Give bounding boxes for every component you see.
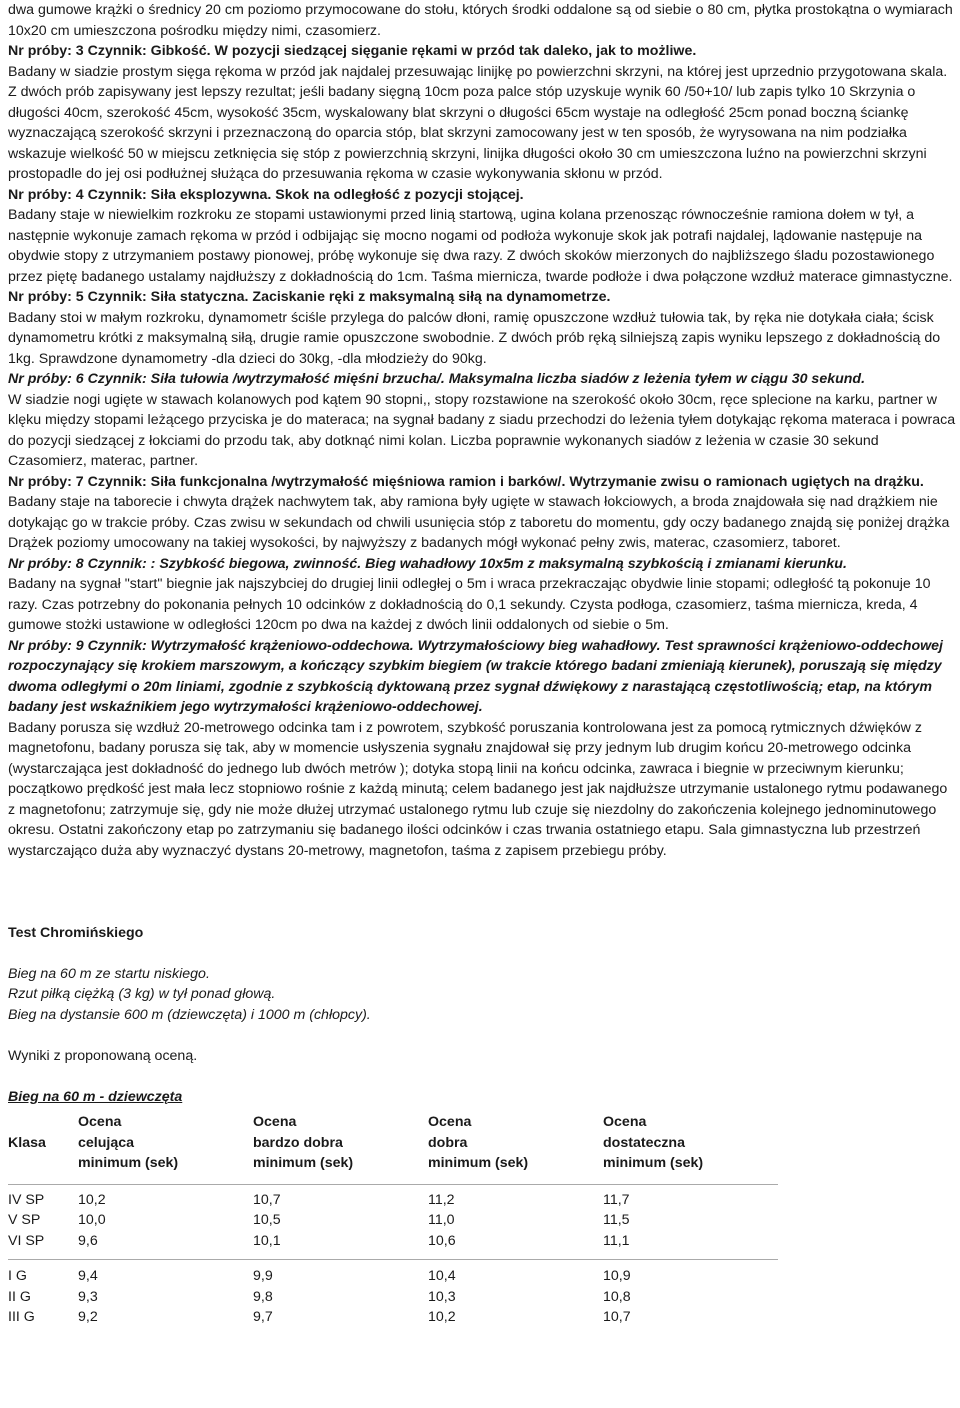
cell-value: II G [8,1288,31,1305]
cell-value: 10,0 [78,1212,106,1228]
cell-value: 10,4 [428,1268,456,1284]
test-7-heading: Nr próby: 7 Czynnik: Siła funkcjonalna /wytrzymałość mięśniowa ramion i barków/. Wytrzymanie zwisu o ramionach ugiętych na drążku. [8,473,924,490]
table-header-row [8,1112,778,1184]
header-line: Ocena [603,1114,647,1130]
spacer [8,943,956,964]
spacer [8,882,956,903]
cell-value: V SP [8,1212,41,1228]
table-title: Bieg na 60 m - dziewczęta [8,1088,183,1105]
test-5-heading: Nr próby: 5 Czynnik: Siła statyczna. Zaciskanie ręki z maksymalną siłą na dynamometrze. [8,289,611,305]
cell-value: 9,9 [253,1268,273,1284]
cell-value: I G [8,1268,27,1284]
header-dobra [428,1112,603,1184]
test-4-heading: Nr próby: 4 Czynnik: Siła eksplozywna. Skok na odległość z pozycji stojącej. [8,186,524,203]
test-3-body: Badany w siadzie prostym sięga rękoma w przód jak najdalej przesuwając linijkę po powierzchni skrzyni, na której jest uprzednio przygotowana skala. Z dwóch prób zapisywany jest lepszy rezultat; jeśli badany sięgną 10cm poza palce stóp uzyskuje wynik 60 /50+10/ lub zapis tylko 10 Skrzynia o długości 40cm, szerokość 45cm, wysokość 35cm, wyskalowany blat skrzyni o długości 65cm wystaje na odległość 25cm ponad boczną ściankę wyznaczającą szerokość skrzyni i przeznaczoną do oparcia stóp, blat skrzyni zamocowany jest w ten sposób, że wyrysowana na nim podziałka wskazuje wielkość 50 w miejscu zetknięcia się stóp z powierzchnią skrzyni, linijka długości około 30 cm umieszczona luźno na powierzchni skrzyni prostopadle do jej osi podłużnej służąca do przesuwania rękoma w czasie wykonywania skłonu w przód. [8,63,948,182]
cell-bardzo-dobra [253,1185,428,1260]
cell-value: 9,7 [253,1309,273,1325]
paragraph-equipment: dwa gumowe krążki o średnicy 20 cm poziomo przymocowane do stołu, których środki oddalone są od siebie o 80 cm, płytka prostokątna o wymiarach 10x20 cm umieszczona pośrodku między nimi, czasomierz. [8,2,953,39]
cell-celujaca [78,1260,253,1336]
cell-value: 9,6 [78,1232,98,1249]
table-row-group-sp [8,1185,778,1260]
header-klasa-label: Klasa [8,1134,46,1151]
header-line: Ocena [78,1114,122,1130]
spacer [8,1025,956,1046]
cell-value: 9,3 [78,1288,98,1305]
header-line: Ocena [428,1114,472,1130]
header-klasa [8,1112,78,1184]
test-3-heading: Nr próby: 3 Czynnik: Gibkość. W pozycji siedzącej sięganie rękami w przód tak daleko, jak to możliwe. [8,43,697,59]
cell-value: VI SP [8,1232,45,1249]
cell-value: 11,5 [603,1212,630,1228]
cell-dobra [428,1185,603,1260]
cell-value: 11,0 [428,1212,455,1228]
header-line: celująca [78,1134,135,1151]
test-6-body: W siadzie nogi ugięte w stawach kolanowych pod kątem 90 stopni,, stopy rozstawione na szerokość około 30cm, ręce splecione na karku, partner w klęku między stopami leżącego przyciska je do materaca; na sygnał badany z siadu przechodzi do leżenia tyłem dotykając rękoma materaca i powraca do pozycji siedzącej z łokciami do przodu tak, aby dotknąć nimi kolan. Liczba poprawnie wykonanych siadów z leżenia w czasie 30 sekund Czasomierz, materac, partner. [8,391,956,469]
cell-celujaca [78,1185,253,1260]
cell-value: 9,8 [253,1288,273,1305]
spacer [8,902,956,923]
header-line: minimum (sek) [603,1155,704,1171]
cell-value: 10,7 [603,1309,631,1325]
header-line: minimum (sek) [253,1155,354,1171]
cell-value: 10,6 [428,1232,456,1249]
cell-bardzo-dobra [253,1260,428,1336]
cell-value: 10,5 [253,1212,281,1228]
spacer [8,1066,956,1087]
cell-value: 10,8 [603,1288,631,1305]
results-table [8,1112,778,1336]
results-note: Wyniki z proponowaną oceną. [8,1047,198,1064]
header-line: minimum (sek) [78,1155,179,1171]
cell-value: III G [8,1309,35,1325]
header-bardzo-dobra [253,1112,428,1184]
test-6-heading: Nr próby: 6 Czynnik: Siła tułowia /wytrzymałość mięśni brzucha/. Maksymalna liczba siadów z leżenia tyłem w ciągu 30 sekund. [8,371,866,387]
cell-dostateczna [603,1185,778,1260]
cell-value: 9,2 [78,1309,98,1325]
cell-value: 10,7 [253,1191,281,1208]
table-row-group-g [8,1260,778,1336]
test-5-body: Badany stoi w małym rozkroku, dynamometr ściśle przylega do palców dłoni, ramię opuszczone wzdłuż tułowia tak, by ręka nie dotykała ciała; ścisk dynamometru krótki z maksymalną siłą, drugie ramie opuszczone swobodnie. Z dwóch prób ręką silniejszą zapis wyniku lepszego z dokładnością do 1kg. Sprawdzone dynamometry -dla dzieci do 30kg, -dla młodzieży do 90kg. [8,309,941,367]
chrominski-item-3: Bieg na dystansie 600 m (dziewczęta) i 1000 m (chłopcy). [8,1006,371,1023]
cell-value: 10,1 [253,1232,281,1249]
cell-dostateczna [603,1260,778,1336]
cell-value: IV SP [8,1191,45,1208]
chrominski-title: Test Chromińskiego [8,924,144,941]
cell-value: 10,2 [428,1309,456,1325]
test-9-body: Badany porusza się wzdłuż 20-metrowego odcinka tam i z powrotem, szybkość poruszania kontrolowana jest za pomocą rytmicznych dźwięków z magnetofonu, badany porusza się tak, aby w momencie usłyszenia sygnału znajdował się przy jednym lub drugim końcu 20-metrowego odcinka (wystarczająca jest dokładność do jednego lub dwóch metrów ); dotyka stopą linii na końcu odcinka, zawraca i biegnie w przeciwnym kierunku; początkowo prędkość jest mała lecz stopniowo rośnie z każdą minutą; celem badanego jest jak najdłuższe utrzymanie ustalonego rytmu podawanego z magnetofonu; zatrzymuje się, gdy nie może dłużej utrzymać ustalonego rytmu lub czuje się niezdolny do zakończenia kolejnego jednominutowego okresu. Ostatni zakończony etap po zatrzymaniu się badanego ilości odcinków i czas trwania ostatniego etapu. Sala gimnastyczna lub przestrzeń wystarczająco duża aby wyznaczyć dystans 20-metrowy, magnetofon, taśma z zapisem przebiegu próby. [8,719,948,859]
test-7-body: Badany staje na taborecie i chwyta drążek nachwytem tak, aby ramiona były ugięte w stawach łokciowych, a broda znajdowała się nad drążkiem nie dotykając go w trakcie próby. Czas zwisu w sekundach od chwili usunięcia stóp z taboretu do momentu, gdy oczy badanego znajdą się poniżej drążka Drążek poziomy umocowany na takiej wysokości, by najwyższy z badanych mógł wykonać pełny zwis, materac, czasomierz, taboret. [8,494,950,551]
cell-dobra [428,1260,603,1336]
header-line: Ocena [253,1114,297,1130]
test-4-body: Badany staje w niewielkim rozkroku ze stopami ustawionymi przed linią startową, ugina kolana przenosząc równocześnie ramiona dołem w tył, a następnie wykonuje zamach rękoma w przód i odbijając się mocno nogami od podłoża wykonuje skok jak potrafi najdalej, lądowanie następuje na obydwie stopy z utrzymaniem postawy pionowej, próbę wykonuje się dwa razy. Z dwóch skoków mierzonych do najbliższego śladu pozostawionego przez piętę badanego ustalamy najdłuższy z dokładnością do 1cm. Taśma miernicza, twarde podłoże i dwa połączone wzdłuż materace gimnastyczne. [8,207,953,285]
cell-classes [8,1185,78,1260]
cell-value: 11,2 [428,1191,455,1208]
cell-value: 10,9 [603,1268,631,1284]
header-dostateczna [603,1112,778,1184]
cell-value: 10,3 [428,1288,456,1305]
cell-classes [8,1260,78,1336]
header-line: minimum (sek) [428,1155,529,1171]
chrominski-item-2: Rzut piłką ciężką (3 kg) w tył ponad głową. [8,986,276,1002]
test-8-body: Badany na sygnał "start" biegnie jak najszybciej do drugiej linii odległej o 5m i wraca przekraczając obydwie linie stopami; odległość tą pokonuje 10 razy. Czas potrzebny do pokonania pełnych 10 odcinków z dokładnością do 0,1 sekundy. Czysta podłoga, czasomierz, taśma miernicza, kreda, 4 gumowe stożki ustawione w odległości 120cm po dwa na każdej z dwóch linii oddalonych od siebie o 5m. [8,576,931,633]
header-line: dobra [428,1134,468,1151]
cell-value: 11,1 [603,1232,630,1249]
chrominski-item-1: Bieg na 60 m ze startu niskiego. [8,965,210,982]
header-line: bardzo dobra [253,1134,343,1151]
test-9-heading: Nr próby: 9 Czynnik: Wytrzymałość krążeniowo-oddechowa. Wytrzymałościowy bieg wahadłowy. Test sprawności krążeniowo-oddechowej rozpoczynający się krokiem marszowym, a kończący szybkim biegiem (w trakcie którego badani zmieniają kierunek), poruszają się między dwoma odległymi o 20m liniami, zgodnie z szybkością dyktowaną przez sygnał dźwiękowy z narastającą częstotliwością; etap, na którym badany jest wskaźnikiem jego wytrzymałości krążeniowo-oddechowej. [8,637,944,715]
test-8-heading: Nr próby: 8 Czynnik: : Szybkość biegowa, zwinność. Bieg wahadłowy 10x5m z maksymalną szybkością i zmianami kierunku. [8,555,847,572]
spacer [8,861,956,882]
cell-value: 11,7 [603,1191,630,1208]
header-celujaca [78,1112,253,1184]
cell-value: 9,4 [78,1268,98,1284]
cell-value: 10,2 [78,1191,106,1208]
header-line: dostateczna [603,1134,685,1151]
